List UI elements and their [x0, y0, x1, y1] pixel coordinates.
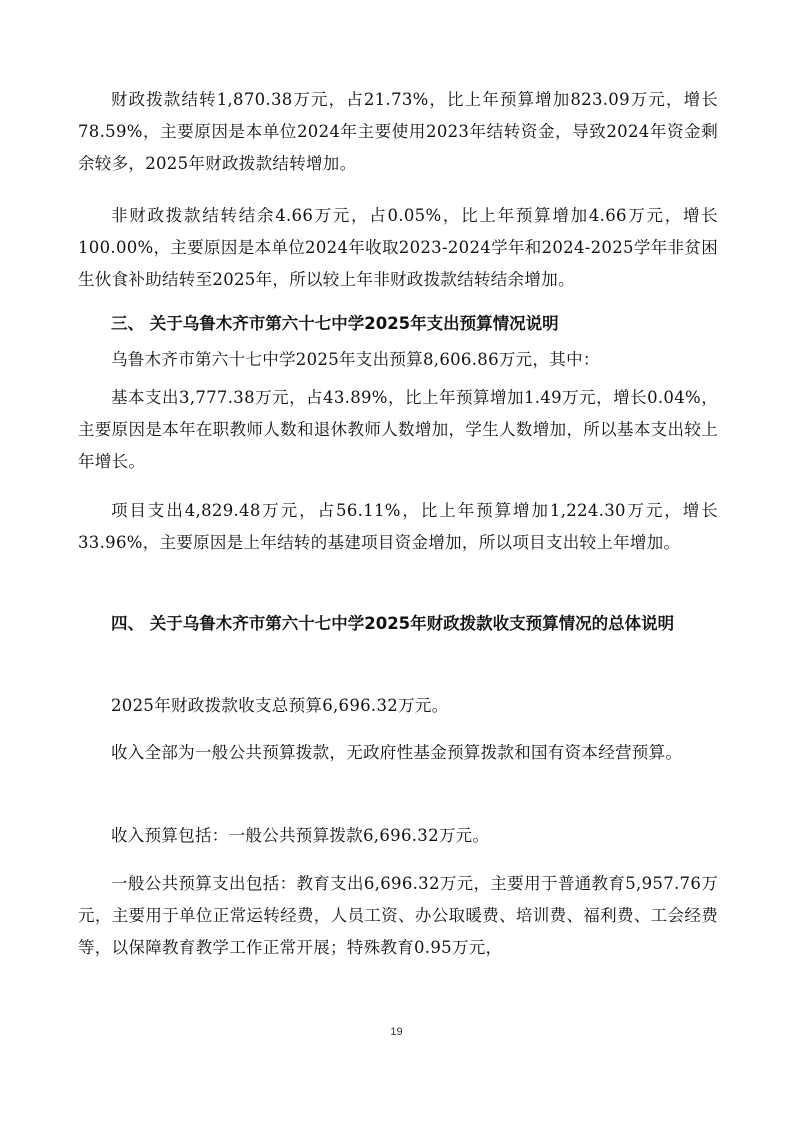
section-heading-text: 三、 关于乌鲁木齐市第六十七中学2025年支出预算情况说明 — [111, 314, 559, 333]
paragraph-project-expenditure — [78, 495, 718, 559]
page-number: 19 — [390, 1026, 403, 1038]
section-heading-text: 四、 关于乌鲁木齐市第六十七中学2025年财政拨款收支预算情况的总体说明 — [111, 614, 675, 633]
section-heading-3 — [78, 306, 718, 342]
paragraph-text: 收入全部为一般公共预算拨款，无政府性基金预算拨款和国有资本经营预算。 — [111, 743, 683, 762]
paragraph-fiscal-budget-total — [78, 690, 718, 722]
paragraph-nonfiscal-carryover — [78, 200, 718, 296]
paragraph-text: 项目支出4,829.48万元，占56.11%，比上年预算增加1,224.30万元，增长33.96%，主要原因是上年结转的基建项目资金增加，所以项目支出较上年增加。 — [78, 501, 718, 552]
paragraph-text: 乌鲁木齐市第六十七中学2025年支出预算8,606.86万元，其中： — [111, 350, 600, 369]
paragraph-text: 一般公共预算支出包括：教育支出6,696.32万元，主要用于普通教育5,957.76万元，主要用于单位正常运转经费，人员工资、办公取暖费、培训费、福利费、工会经费等，以保障教育教学工作正常开展；特殊教育0.95万元， — [78, 874, 718, 957]
paragraph-income-source — [78, 737, 718, 769]
paragraph-text: 非财政拨款结转结余4.66万元，占0.05%，比上年预算增加4.66万元，增长100.00%，主要原因是本单位2024年收取2023-2024学年和2024-2025学年非贫困生伙食补助结转至2025年，所以较上年非财政拨款结转结余增加。 — [78, 206, 718, 289]
paragraph-fiscal-carryover — [78, 84, 718, 180]
paragraph-text: 收入预算包括：一般公共预算拨款6,696.32万元。 — [111, 826, 490, 845]
paragraph-expenditure-total — [78, 344, 718, 376]
section-heading-4 — [78, 606, 718, 642]
paragraph-income-budget — [78, 820, 718, 852]
paragraph-public-expenditure — [78, 868, 718, 964]
paragraph-text: 财政拨款结转1,870.38万元，占21.73%，比上年预算增加823.09万元，增长78.59%，主要原因是本单位2024年主要使用2023年结转资金，导致2024年资金剩余较多，2025年财政拨款结转增加。 — [78, 90, 718, 173]
paragraph-text: 基本支出3,777.38万元，占43.89%，比上年预算增加1.49万元，增长0.04%，主要原因是本年在职教师人数和退休教师人数增加，学生人数增加，所以基本支出较上年增长。 — [78, 388, 718, 471]
paragraph-basic-expenditure — [78, 382, 718, 478]
paragraph-text: 2025年财政拨款收支总预算6,696.32万元。 — [111, 696, 449, 715]
